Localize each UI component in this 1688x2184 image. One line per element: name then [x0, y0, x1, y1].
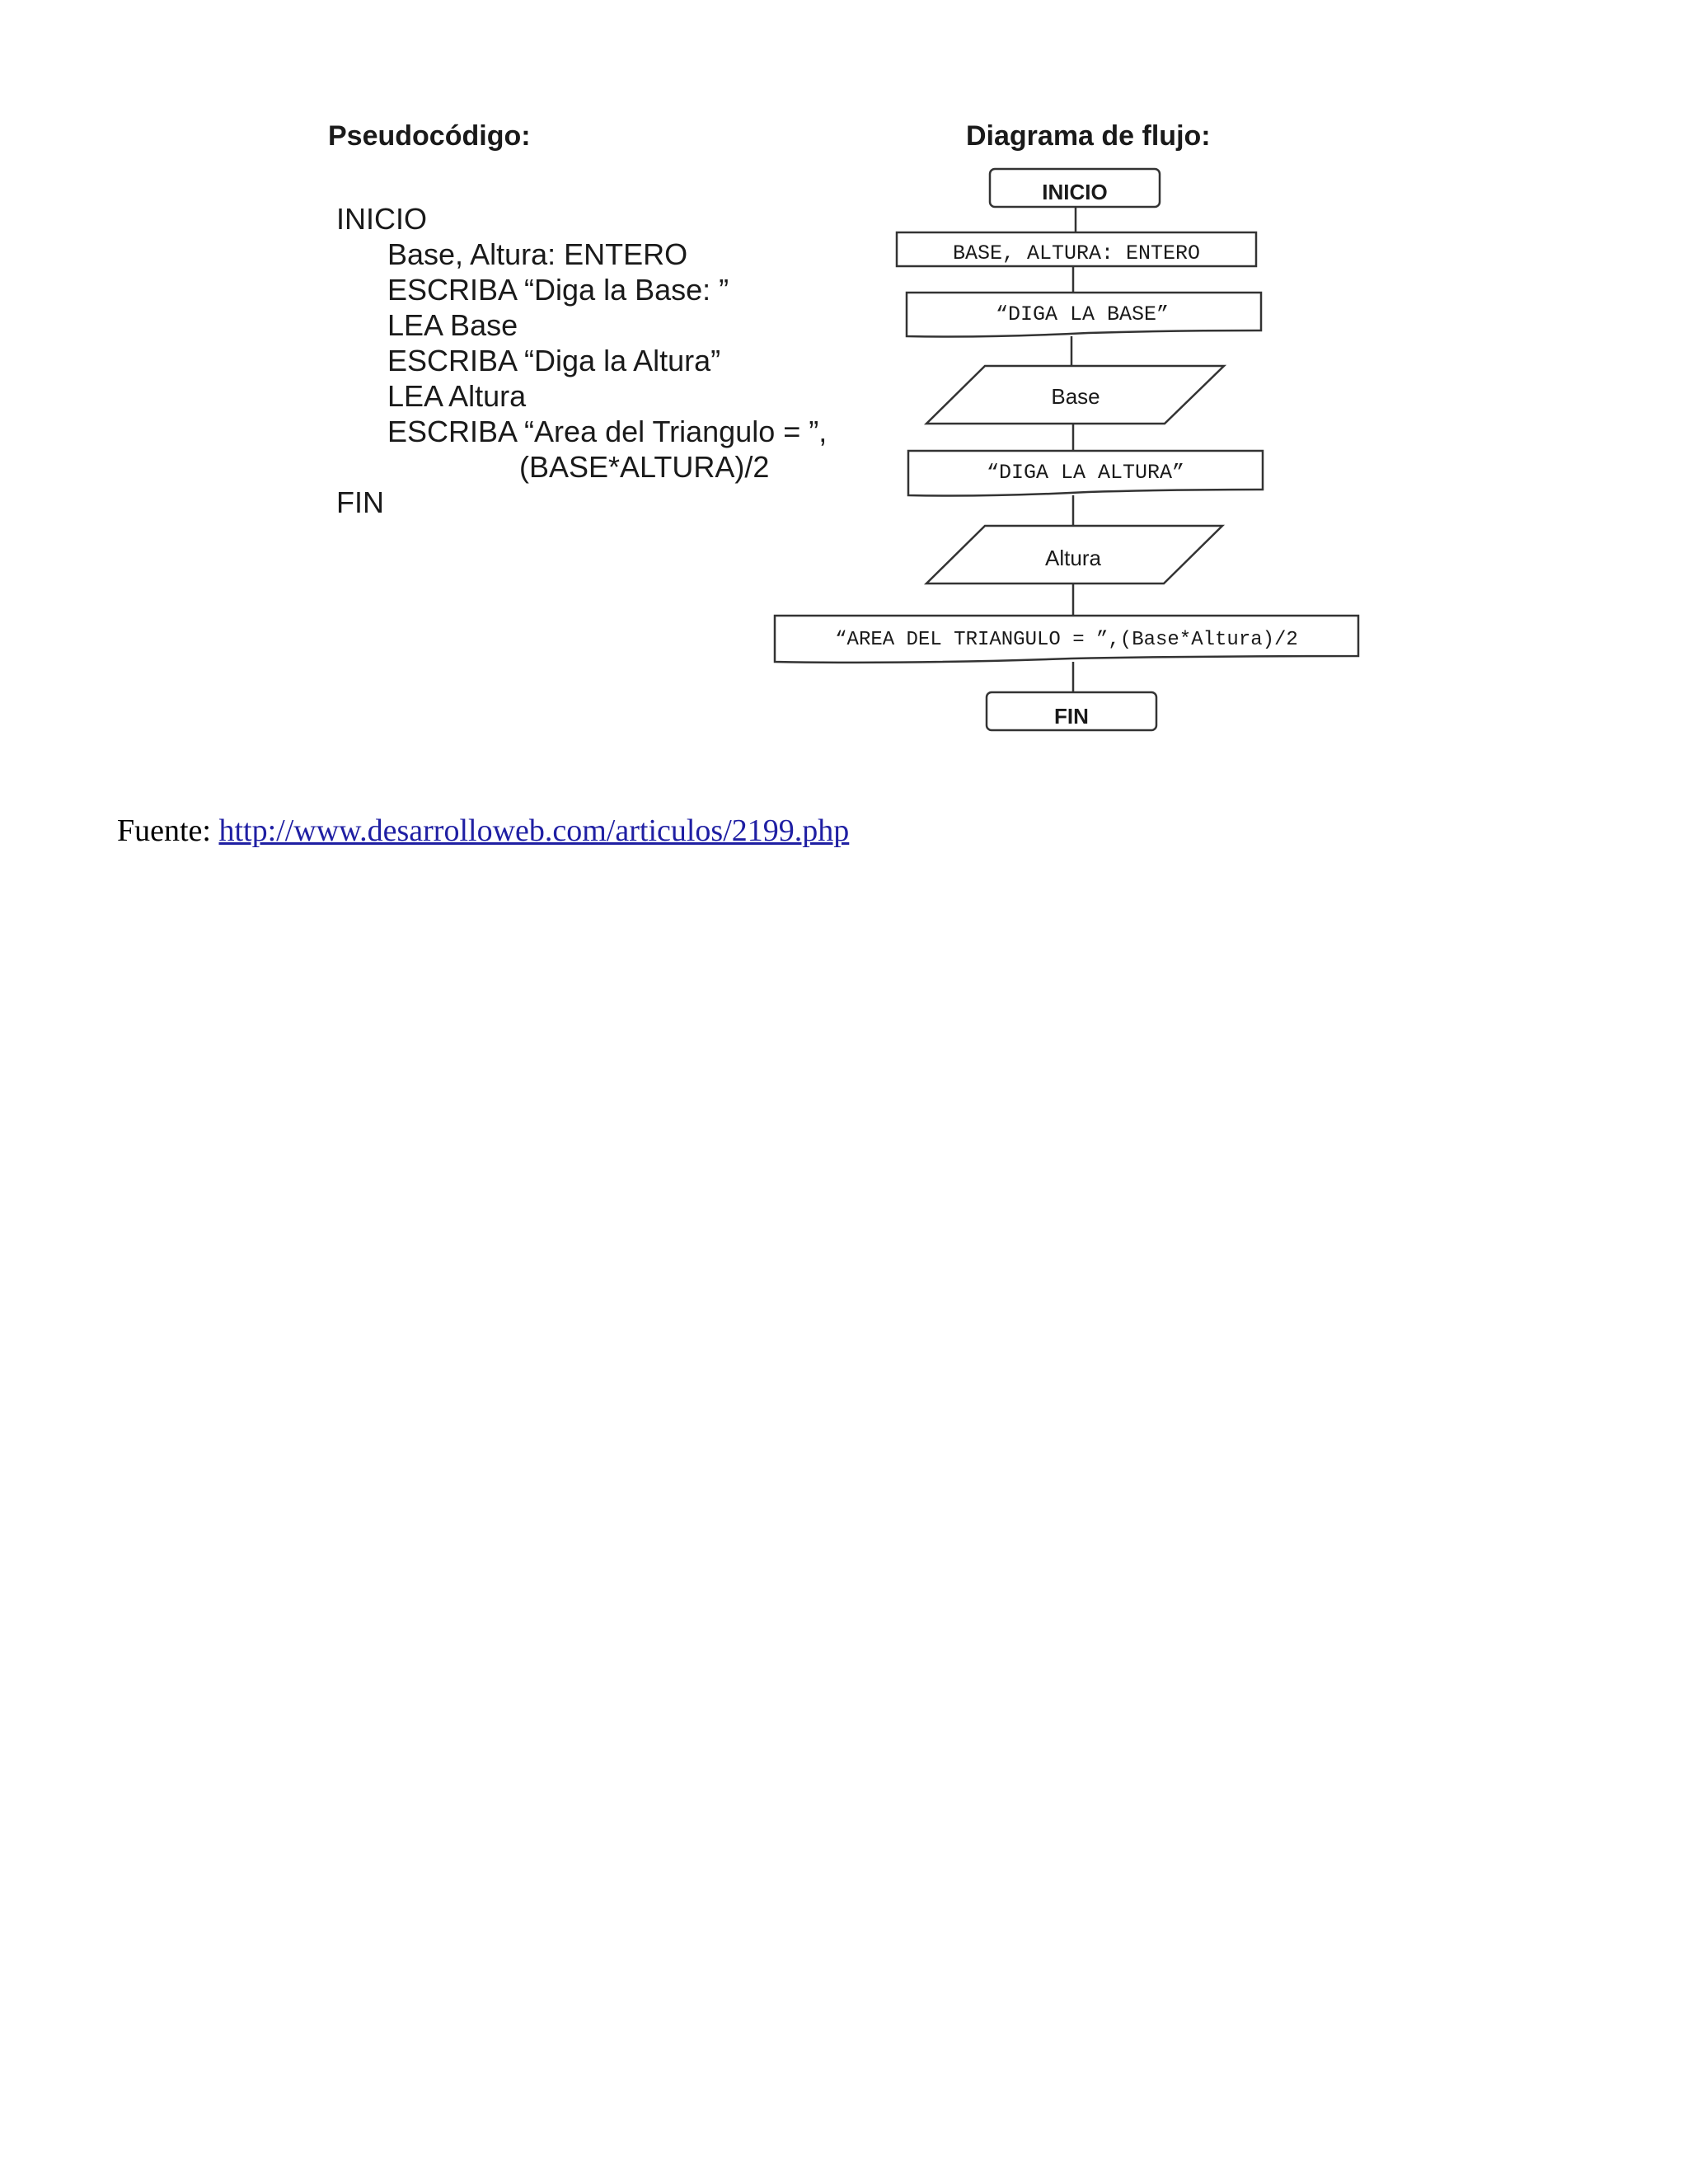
source-link[interactable]: http://www.desarrolloweb.com/articulos/2199.php	[218, 813, 850, 848]
code-line: Base, Altura: ENTERO	[387, 237, 688, 271]
code-line: ESCRIBA “Area del Triangulo = ”,	[387, 415, 828, 448]
flow-label-read-altura: Altura	[1045, 546, 1101, 570]
flow-label-declare: BASE, ALTURA: ENTERO	[952, 241, 1201, 265]
flow-label-start: INICIO	[1042, 180, 1108, 204]
code-line: ESCRIBA “Diga la Base: ”	[387, 273, 729, 307]
flow-label-write-area: “AREA DEL TRIANGULO = ”,(Base*Altura)/2	[835, 629, 1298, 651]
flow-label-read-base: Base	[1051, 384, 1100, 409]
code-line: FIN	[336, 485, 384, 519]
source-prefix: Fuente:	[117, 813, 211, 848]
code-line: (BASE*ALTURA)/2	[519, 450, 770, 484]
pseudocode-title: Pseudocódigo:	[328, 120, 531, 152]
source-citation	[117, 813, 849, 849]
code-line: LEA Base	[387, 308, 518, 342]
flowchart-diagram	[0, 0, 1688, 791]
flow-label-end: FIN	[1054, 704, 1089, 729]
code-line: INICIO	[336, 202, 428, 236]
flowchart-title: Diagrama de flujo:	[966, 120, 1211, 152]
code-line: LEA Altura	[387, 379, 527, 413]
code-line: ESCRIBA “Diga la Altura”	[387, 344, 721, 377]
flow-label-write-altura: “DIGA LA ALTURA”	[986, 461, 1185, 485]
flow-label-write-base: “DIGA LA BASE”	[995, 302, 1170, 326]
